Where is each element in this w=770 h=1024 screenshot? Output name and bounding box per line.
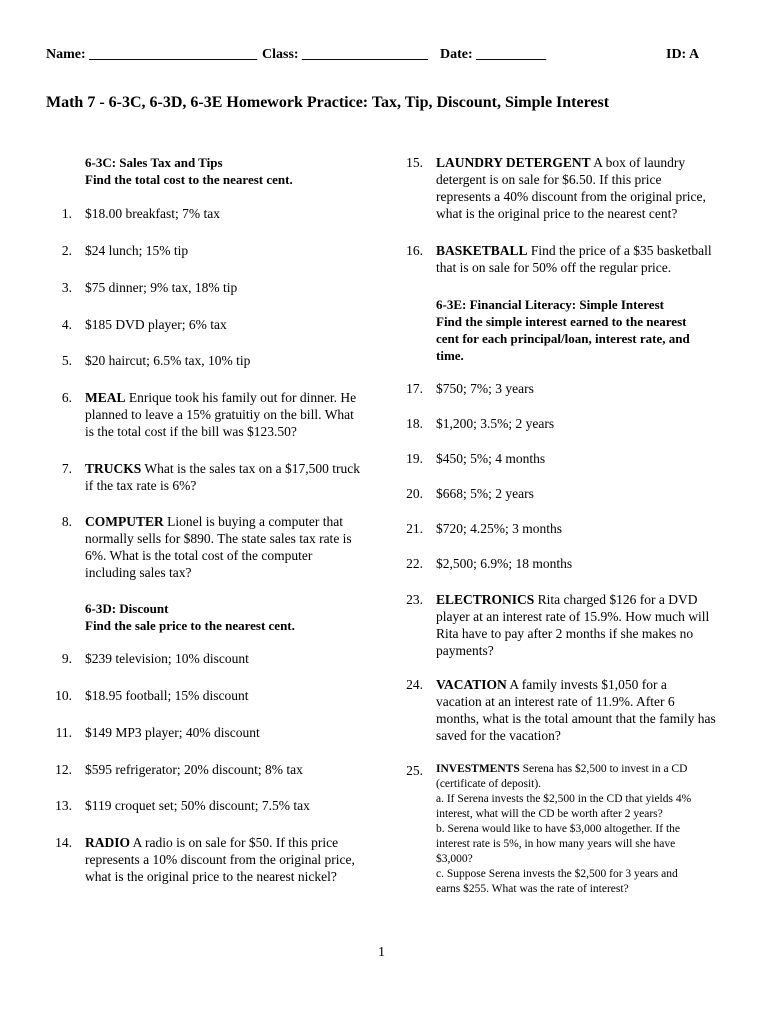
problem-keyword: INVESTMENTS	[436, 763, 520, 775]
problem-text: $18.95 football; 15% discount	[85, 688, 249, 703]
problem-text: $668; 5%; 2 years	[436, 486, 534, 501]
problem-line: 6%. What is the total cost of the computer	[85, 548, 313, 563]
date-field-label: Date: __________	[440, 47, 547, 62]
problem-line: Find the price of a $35 basketball	[527, 243, 712, 258]
problem-number: 17.	[406, 381, 423, 396]
problem-line: detergent is on sale for $6.50. If this price	[436, 172, 662, 187]
problem-text	[85, 513, 385, 581]
problem-line: that is on sale for 50% off the regular price.	[436, 260, 672, 275]
problem-number: 13.	[55, 798, 72, 813]
problem-line: A radio is on sale for $50. If this price	[130, 835, 339, 850]
problem-line: interest, what will the CD be worth after 2 years?	[436, 808, 663, 820]
problem-number: 6.	[61, 390, 72, 405]
section-6-3d-heading	[85, 600, 295, 634]
problem-text	[436, 591, 736, 659]
problem-text: $24 lunch; 15% tip	[85, 243, 189, 258]
name-field-label: Name: ________________________	[46, 47, 258, 62]
problem-line: Serena has $2,500 to invest in a CD	[519, 763, 688, 775]
section-title: 6-3C: Sales Tax and Tips	[85, 155, 223, 170]
problem-line: normally sells for $890. The state sales tax rate is	[85, 531, 352, 546]
section-6-3e-heading	[436, 296, 736, 364]
id-label: ID: A	[666, 47, 700, 62]
problem-number: 21.	[406, 521, 423, 536]
problem-number: 14.	[55, 835, 72, 850]
problem-line: interest rate is 5%, in how many years will she have	[436, 838, 676, 850]
problem-text: $595 refrigerator; 20% discount; 8% tax	[85, 762, 303, 777]
problem-number: 19.	[406, 451, 423, 466]
problem-keyword: LAUNDRY DETERGENT	[436, 155, 591, 170]
problem-text	[85, 834, 385, 885]
problem-line: a. If Serena invests the $2,500 in the CD that yields 4%	[436, 793, 692, 805]
problem-number: 3.	[61, 280, 72, 295]
problem-line: (certificate of deposit).	[436, 778, 542, 790]
problem-keyword: TRUCKS	[85, 461, 142, 476]
class-field-label: Class: __________________	[262, 47, 429, 62]
problem-line: A box of laundry	[590, 155, 686, 170]
problem-number: 4.	[61, 317, 72, 332]
problem-text	[436, 154, 736, 222]
problem-line: payments?	[436, 643, 494, 658]
section-instruction: time.	[436, 348, 464, 363]
problem-keyword: COMPUTER	[85, 514, 164, 529]
problem-line: c. Suppose Serena invests the $2,500 for 3 years and	[436, 868, 678, 880]
problem-text: $18.00 breakfast; 7% tax	[85, 206, 220, 221]
problem-text: $450; 5%; 4 months	[436, 451, 546, 466]
problem-line: player at an interest rate of 15.9%. How much will	[436, 609, 710, 624]
problem-number: 7.	[61, 461, 72, 476]
problem-line: what is the original price to the nearest cent?	[436, 206, 678, 221]
problem-keyword: BASKETBALL	[436, 243, 528, 258]
problem-line: Rita have to pay after 2 months if she makes no	[436, 626, 694, 641]
problem-number: 9.	[61, 651, 72, 666]
problem-line: is the total cost if the bill was $123.50?	[85, 424, 297, 439]
problem-text: $149 MP3 player; 40% discount	[85, 725, 260, 740]
problem-line: Enrique took his family out for dinner. He	[125, 390, 357, 405]
problem-line: what is the original price to the nearest nickel?	[85, 869, 337, 884]
problem-number: 24.	[406, 677, 423, 692]
problem-text	[436, 242, 736, 276]
section-title: 6-3E: Financial Literacy: Simple Interest	[436, 297, 664, 312]
problem-text: $119 croquet set; 50% discount; 7.5% tax	[85, 798, 310, 813]
problem-text: $750; 7%; 3 years	[436, 381, 534, 396]
problem-text	[436, 762, 736, 897]
problem-number: 5.	[61, 353, 72, 368]
problem-line: vacation at an interest rate of 11.9%. After 6	[436, 694, 675, 709]
problem-text: $20 haircut; 6.5% tax, 10% tip	[85, 353, 251, 368]
problem-text	[85, 460, 385, 494]
problem-text	[436, 676, 736, 744]
problem-text: $1,200; 3.5%; 2 years	[436, 416, 555, 431]
problem-number: 12.	[55, 762, 72, 777]
problem-text: $185 DVD player; 6% tax	[85, 317, 227, 332]
problem-text	[85, 389, 385, 440]
problem-number: 16.	[406, 243, 423, 258]
problem-text: $720; 4.25%; 3 months	[436, 521, 563, 536]
problem-text: $2,500; 6.9%; 18 months	[436, 556, 573, 571]
problem-line: represents a 10% discount from the original price,	[85, 852, 355, 867]
problem-keyword: MEAL	[85, 390, 126, 405]
problem-keyword: VACATION	[436, 677, 507, 692]
problem-text: $75 dinner; 9% tax, 18% tip	[85, 280, 238, 295]
problem-line: if the tax rate is 6%?	[85, 478, 197, 493]
problem-number: 2.	[61, 243, 72, 258]
problem-line: A family invests $1,050 for a	[506, 677, 667, 692]
section-instruction: Find the simple interest earned to the nearest	[436, 314, 687, 329]
problem-number: 25.	[406, 763, 423, 778]
problem-number: 20.	[406, 486, 423, 501]
problem-number: 15.	[406, 155, 423, 170]
problem-number: 11.	[55, 725, 72, 740]
problem-line: including sales tax?	[85, 565, 192, 580]
problem-keyword: RADIO	[85, 835, 131, 850]
problem-number: 8.	[61, 514, 72, 529]
section-instruction: Find the total cost to the nearest cent.	[85, 172, 293, 187]
section-title: 6-3D: Discount	[85, 601, 169, 616]
page-number: 1	[378, 945, 385, 960]
problem-line: months, what is the total amount that the family has	[436, 711, 716, 726]
page-title: Math 7 - 6-3C, 6-3D, 6-3E Homework Practice: Tax, Tip, Discount, Simple Interest	[46, 94, 610, 111]
problem-text: $239 television; 10% discount	[85, 651, 249, 666]
problem-keyword: ELECTRONICS	[436, 592, 535, 607]
problem-line: $3,000?	[436, 853, 473, 865]
problem-line: represents a 40% discount from the original price,	[436, 189, 706, 204]
section-6-3c-heading	[85, 154, 293, 188]
problem-line: What is the sales tax on a $17,500 truck	[141, 461, 360, 476]
problem-line: planned to leave a 15% gratuitiy on the bill. What	[85, 407, 354, 422]
section-instruction: cent for each principal/loan, interest rate, and	[436, 331, 690, 346]
problem-line: saved for the vacation?	[436, 728, 561, 743]
problem-line: Rita charged $126 for a DVD	[534, 592, 698, 607]
problem-line: Lionel is buying a computer that	[163, 514, 343, 529]
problem-line: earns $255. What was the rate of interest?	[436, 883, 629, 895]
problem-line: b. Serena would like to have $3,000 altogether. If the	[436, 823, 680, 835]
problem-number: 1.	[61, 206, 72, 221]
problem-number: 10.	[55, 688, 72, 703]
problem-number: 23.	[406, 592, 423, 607]
section-instruction: Find the sale price to the nearest cent.	[85, 618, 295, 633]
problem-number: 22.	[406, 556, 423, 571]
problem-number: 18.	[406, 416, 423, 431]
